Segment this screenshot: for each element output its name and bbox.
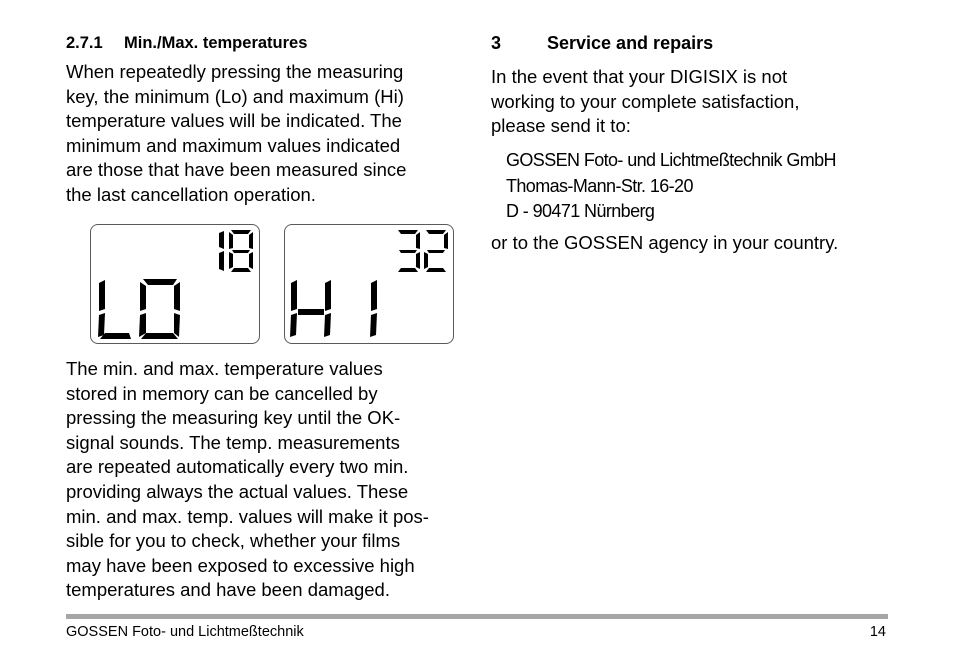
lcd-segment bbox=[140, 282, 146, 311]
text-line: providing always the actual values. These bbox=[66, 480, 409, 502]
address-line: Thomas-Mann-Str. 16-20 bbox=[506, 175, 693, 196]
lcd-segment bbox=[249, 232, 253, 249]
lcd-segment bbox=[290, 313, 297, 337]
lcd-segment bbox=[141, 333, 178, 339]
lcd-segment bbox=[231, 268, 251, 272]
address-line: GOSSEN Foto- und Lichtmeßtechnik GmbH bbox=[506, 150, 836, 170]
lcd-segment bbox=[139, 313, 146, 337]
text-line: min. and max. temp. values will make it pos- bbox=[66, 505, 429, 527]
lcd-segment bbox=[399, 250, 417, 253]
text-line: The min. and max. temperature values bbox=[66, 358, 383, 379]
lcd-segment bbox=[426, 230, 446, 234]
lcd-segment bbox=[444, 232, 448, 249]
service-address bbox=[506, 148, 836, 225]
text-line: temperature values will be indicated. The bbox=[66, 110, 402, 132]
address-line: D - 90471 Nürnberg bbox=[506, 201, 655, 221]
lcd-segment bbox=[174, 282, 180, 311]
lcd-segment bbox=[232, 250, 250, 253]
lcd-segment bbox=[424, 252, 428, 269]
lcd-segment bbox=[325, 280, 331, 311]
section-title: Min./Max. temperatures bbox=[124, 34, 308, 52]
lcd-segment bbox=[298, 309, 324, 315]
lcd-segment bbox=[427, 250, 445, 253]
lcd-segment bbox=[219, 251, 224, 271]
text-line: working to your complete satisfaction, bbox=[491, 90, 800, 112]
min-max-intro-paragraph bbox=[66, 60, 406, 208]
lcd-segment bbox=[229, 232, 233, 249]
lcd-segment bbox=[324, 313, 331, 337]
lcd-segment bbox=[426, 268, 446, 272]
page-number: 14 bbox=[869, 624, 886, 640]
text-line: key, the minimum (Lo) and maximum (Hi) bbox=[66, 85, 404, 107]
text-line: are repeated automatically every two min. bbox=[66, 456, 409, 478]
text-line: signal sounds. The temp. measurements bbox=[66, 431, 400, 453]
lcd-segment bbox=[398, 268, 418, 272]
lcd-segment bbox=[398, 230, 418, 234]
text-line: or to the GOSSEN agency in your country. bbox=[491, 232, 839, 253]
lcd-segment bbox=[99, 280, 105, 311]
lcd-segment bbox=[249, 252, 253, 269]
text-line: When repeatedly pressing the measuring bbox=[66, 61, 404, 82]
lcd-segment bbox=[371, 280, 377, 311]
section-number: 2.7.1 bbox=[66, 34, 103, 52]
text-line: temperatures and have been damaged. bbox=[66, 579, 390, 601]
text-line: In the event that your DIGISIX is not bbox=[491, 66, 788, 87]
section-2-7-1-heading bbox=[66, 34, 307, 53]
text-line: are those that have been measured since bbox=[66, 159, 407, 181]
lcd-segment bbox=[370, 313, 377, 337]
lcd-segment bbox=[174, 313, 180, 337]
footer-rule bbox=[66, 614, 888, 619]
lcd-segment bbox=[100, 333, 131, 339]
text-line: minimum and maximum values indicated bbox=[66, 134, 401, 156]
cancel-values-paragraph bbox=[66, 357, 429, 603]
text-line: may have been exposed to excessive high bbox=[66, 554, 415, 576]
lcd-display-hi bbox=[284, 224, 454, 344]
section-3-heading bbox=[491, 33, 713, 54]
lcd-hi-graphic bbox=[285, 225, 455, 345]
lcd-segment bbox=[291, 280, 297, 311]
closing-paragraph bbox=[491, 231, 838, 256]
lcd-lo-graphic bbox=[91, 225, 261, 345]
text-line: pressing the measuring key until the OK- bbox=[66, 407, 401, 429]
lcd-segment bbox=[143, 279, 177, 285]
footer-company: GOSSEN Foto- und Lichtmeßtechnik bbox=[66, 624, 304, 640]
lcd-segment bbox=[229, 252, 233, 269]
section-title: Service and repairs bbox=[547, 33, 714, 53]
lcd-display-lo bbox=[90, 224, 260, 344]
lcd-segment bbox=[98, 313, 105, 337]
lcd-segment bbox=[416, 232, 420, 249]
lcd-segment bbox=[219, 231, 224, 249]
lcd-segment bbox=[416, 252, 420, 269]
service-intro-paragraph bbox=[491, 65, 799, 139]
section-number: 3 bbox=[491, 33, 502, 53]
text-line: stored in memory can be cancelled by bbox=[66, 382, 378, 404]
text-line: the last cancellation operation. bbox=[66, 183, 316, 205]
text-line: please send it to: bbox=[491, 115, 631, 137]
lcd-segment bbox=[231, 230, 251, 234]
text-line: sible for you to check, whether your films bbox=[66, 530, 401, 552]
